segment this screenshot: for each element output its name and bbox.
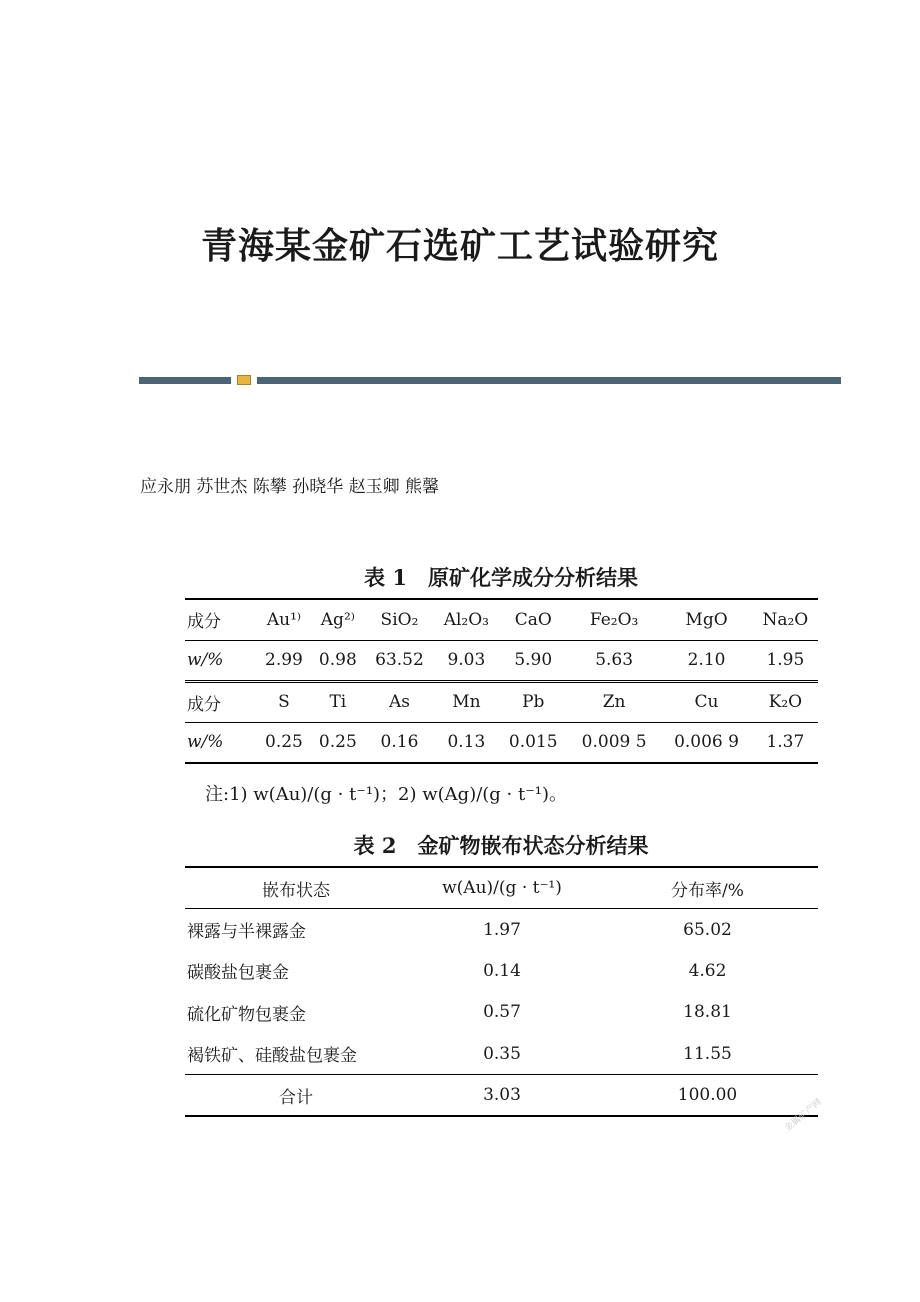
column-header: 嵌布状态 xyxy=(185,867,407,909)
table-cell: 0.015 xyxy=(499,722,568,763)
table-row xyxy=(185,1033,818,1075)
table-cell: 11.55 xyxy=(683,1043,732,1064)
table-cell: Na₂O xyxy=(753,599,818,640)
table-cell: Pb xyxy=(499,681,568,722)
table-cell: 5.63 xyxy=(595,650,634,670)
table-cell: 1.37 xyxy=(753,722,818,763)
table-cell: 0.57 xyxy=(483,1002,521,1023)
table-cell: 硫化矿物包裹金 xyxy=(187,1004,306,1025)
table-cell: S xyxy=(257,681,311,722)
table1-caption: 表 1 原矿化学成分分析结果 xyxy=(364,565,638,590)
table-cell: MgO xyxy=(660,599,752,640)
table2 xyxy=(185,866,818,1117)
table-cell: 18.81 xyxy=(683,1002,732,1023)
table-cell: CaO xyxy=(499,599,568,640)
table-cell: 1.97 xyxy=(483,919,521,940)
table-row xyxy=(185,950,818,992)
row-header: w/% xyxy=(187,650,224,670)
table-cell: Al₂O₃ xyxy=(434,599,498,640)
table-cell: 0.14 xyxy=(483,960,521,981)
table-row xyxy=(185,722,818,763)
table-cell: SiO₂ xyxy=(365,599,434,640)
table-cell: 65.02 xyxy=(683,919,732,940)
table-cell: 褐铁矿、硅酸盐包裹金 xyxy=(187,1046,357,1066)
table-cell: 9.03 xyxy=(447,650,486,670)
table-cell: 0.16 xyxy=(365,722,434,763)
table-cell: Zn xyxy=(568,681,660,722)
table-cell: 5.90 xyxy=(514,650,553,670)
table-cell: 0.35 xyxy=(483,1043,521,1064)
table-header-row xyxy=(185,867,818,909)
author-list: 应永朋 苏世杰 陈攀 孙晓华 赵玉卿 熊馨 xyxy=(140,477,440,497)
divider-bar-right xyxy=(257,377,841,384)
table-cell: Au¹⁾ xyxy=(257,599,311,640)
divider-badge-icon xyxy=(237,375,251,385)
watermark: 金属矿产网 xyxy=(783,1097,824,1134)
table-cell: Mn xyxy=(434,681,498,722)
table-row xyxy=(185,640,818,681)
table-cell: Fe₂O₃ xyxy=(568,599,660,640)
table-cell: Ag²⁾ xyxy=(311,599,365,640)
divider-bar-left xyxy=(139,377,231,384)
table-row xyxy=(185,681,818,722)
column-header: 分布率/% xyxy=(597,867,818,909)
table2-caption: 表 2 金矿物嵌布状态分析结果 xyxy=(353,833,649,858)
table-cell: 2.10 xyxy=(687,650,726,670)
table1-note: 注:1) w(Au)/(g · t⁻¹)；2) w(Ag)/(g · t⁻¹)。 xyxy=(205,784,567,805)
table-cell: 4.62 xyxy=(688,960,727,981)
table-cell: 2.99 xyxy=(265,650,303,670)
table-cell: 碳酸盐包裹金 xyxy=(187,963,289,984)
title-divider xyxy=(139,375,841,385)
table-cell: 裸露与半裸露金 xyxy=(187,922,306,942)
table-cell: 0.006 9 xyxy=(660,722,752,763)
table-cell: 0.13 xyxy=(434,722,498,763)
table-cell: 100.00 xyxy=(597,1075,818,1117)
table1 xyxy=(185,598,818,764)
row-header: 成分 xyxy=(185,599,257,640)
table-cell: 1.95 xyxy=(766,650,805,670)
table-cell: Ti xyxy=(311,681,365,722)
table-row xyxy=(185,599,818,640)
table-row xyxy=(185,992,818,1034)
row-header: 成分 xyxy=(185,681,257,722)
table-cell: As xyxy=(365,681,434,722)
table-cell: 0.009 5 xyxy=(568,722,660,763)
table-cell: 合计 xyxy=(185,1075,407,1117)
table-cell: Cu xyxy=(660,681,752,722)
table-cell: 0.98 xyxy=(318,650,357,670)
table-cell: 3.03 xyxy=(407,1075,597,1117)
table-total-row xyxy=(185,1075,818,1117)
table-cell: K₂O xyxy=(753,681,818,722)
page-title: 青海某金矿石选矿工艺试验研究 xyxy=(200,225,719,267)
table-cell: 0.25 xyxy=(257,722,311,763)
table-cell: 0.25 xyxy=(311,722,365,763)
table-row xyxy=(185,909,818,951)
table-cell: 63.52 xyxy=(375,650,424,670)
row-header: w/% xyxy=(185,722,257,763)
column-header: w(Au)/(g · t⁻¹) xyxy=(407,867,597,909)
